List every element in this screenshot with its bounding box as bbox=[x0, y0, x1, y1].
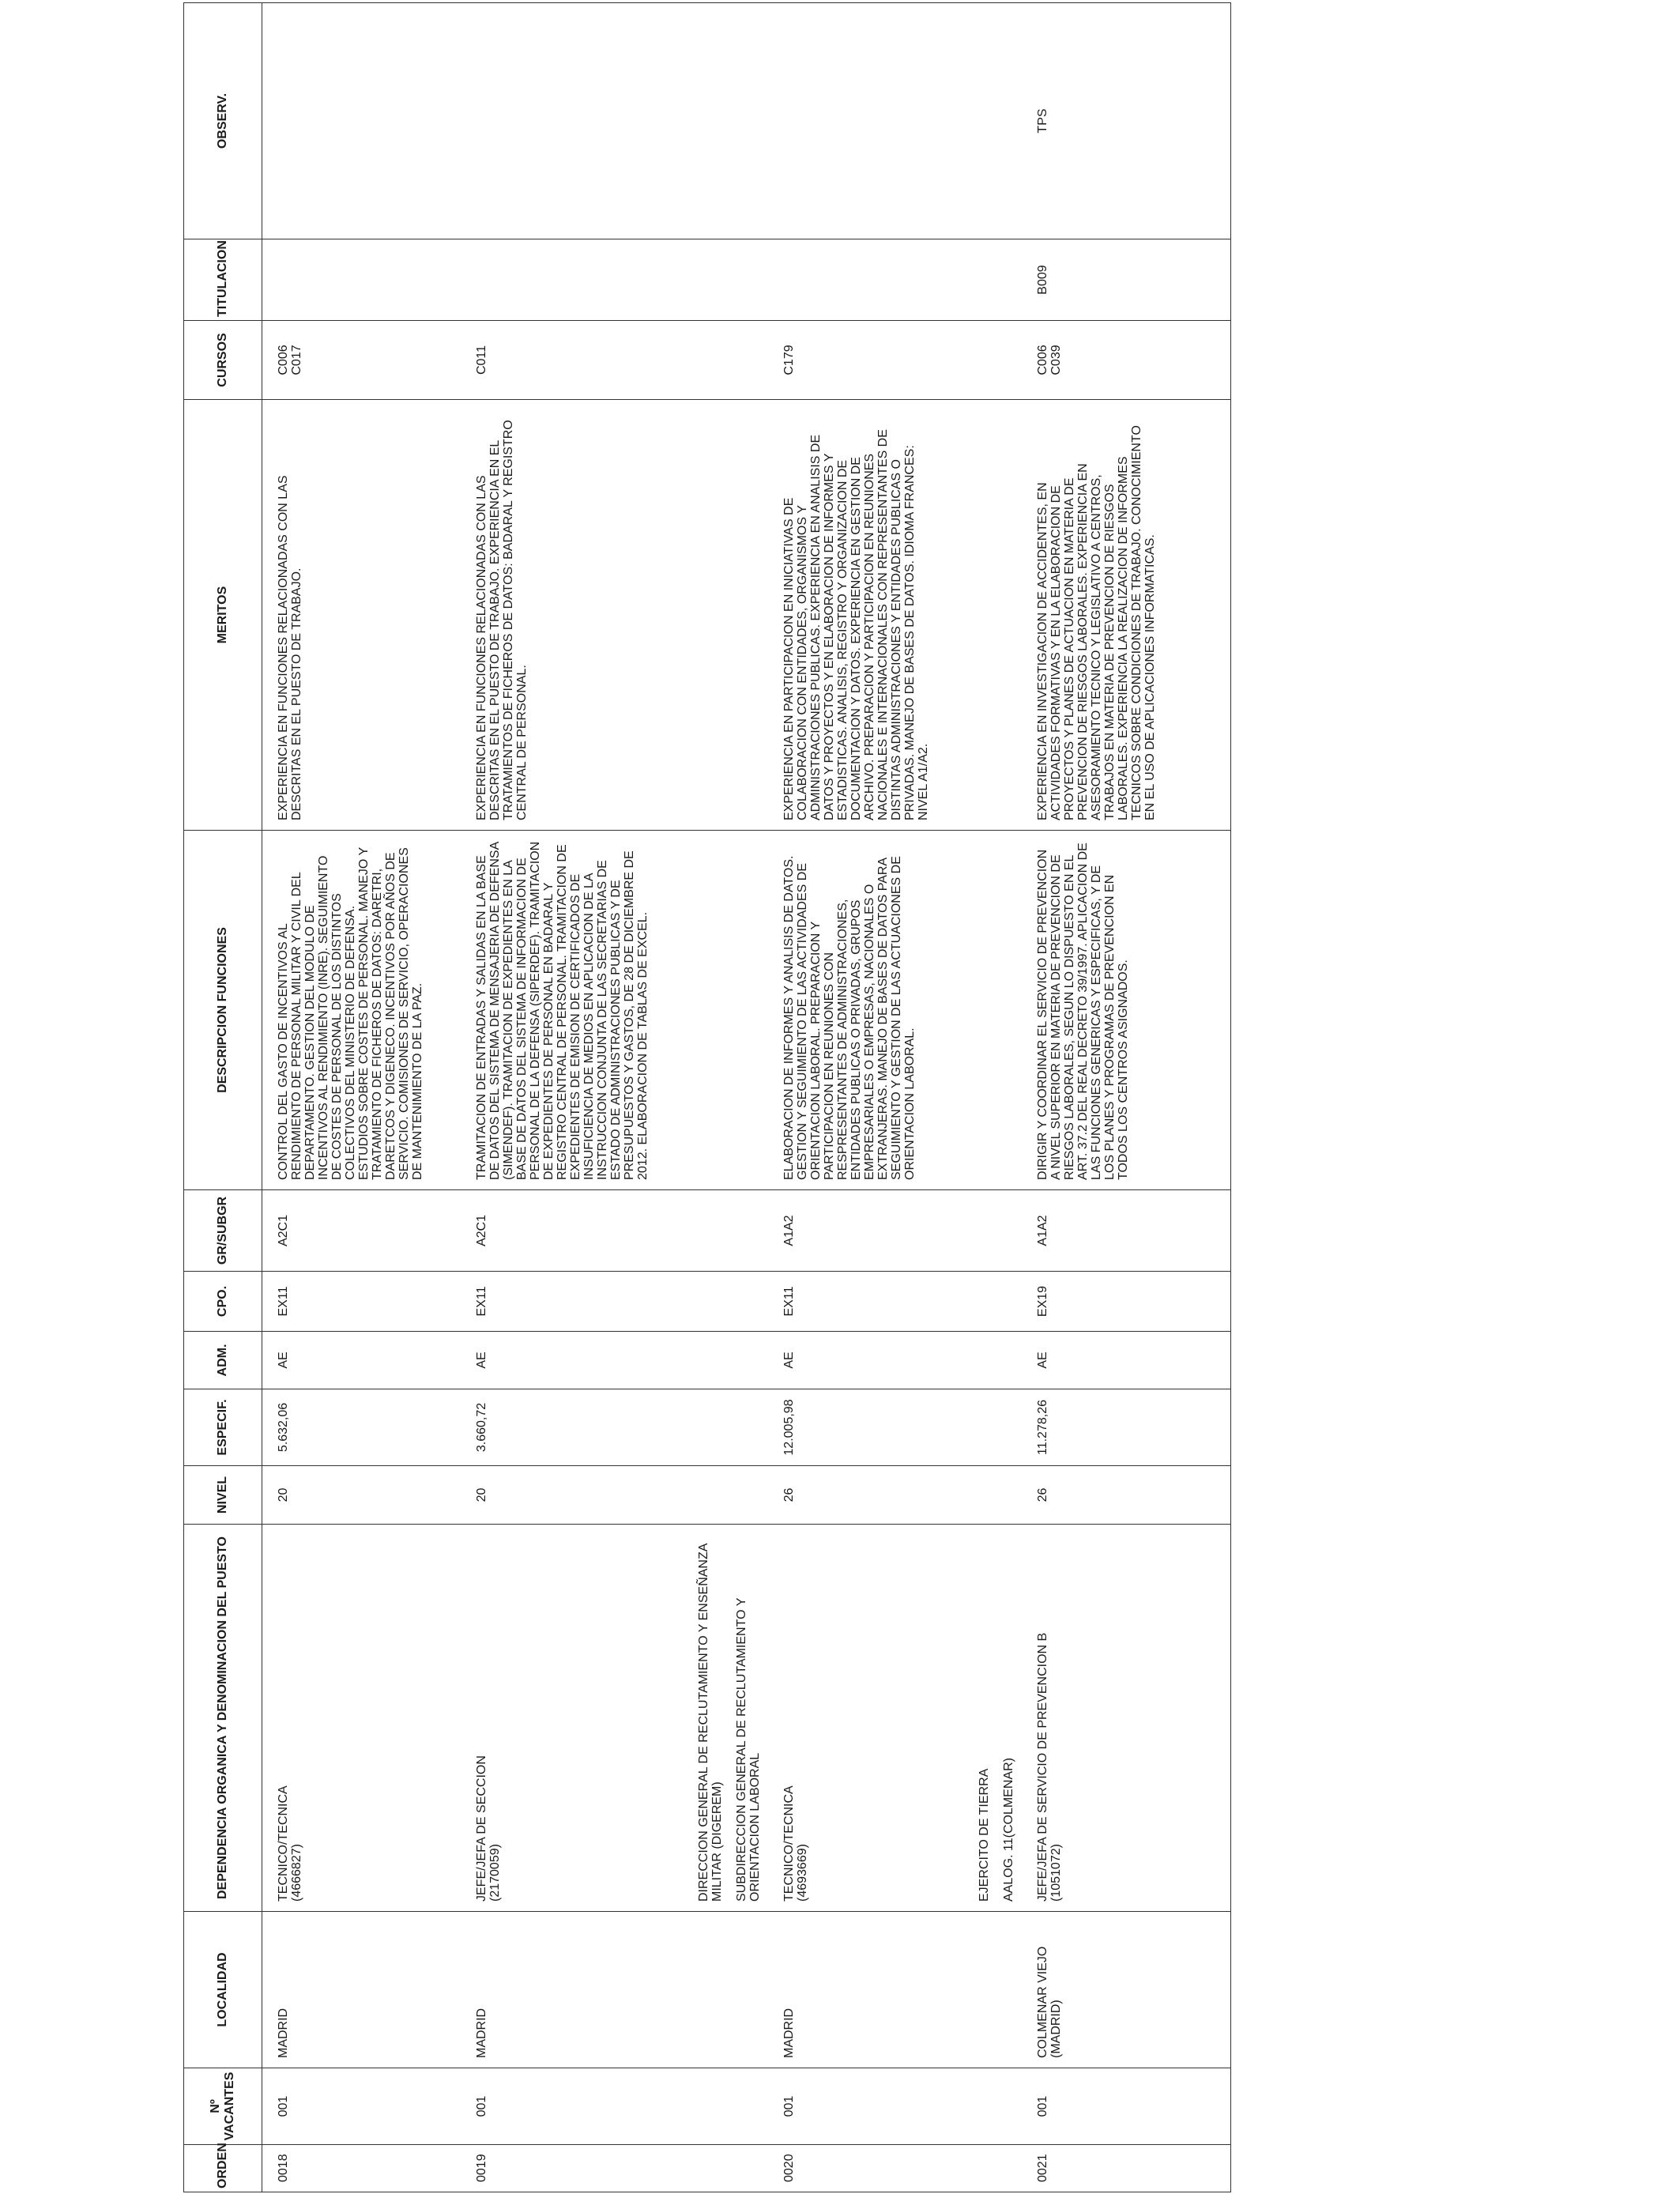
cell-cursos bbox=[461, 321, 686, 400]
cell-descripcion: CONTROL DEL GASTO DE INCENTIVOS AL RENDIMIENTO DE PERSONAL MILITAR Y CIVIL DEL DEPARTAMENTO. GESTION DEL MODULO DE INCENTIVOS AL RENDIMIENTO (INRE). SEGUIMIENTO DE COSTES DE PERSONAL DE LOS DISTINTOS COLECTIVOS DEL MINISTERIO DE DEFENSA. ESTUDIOS SOBRE COSTES DE PERSONAL. MANEJO Y TRATAMIENTO DE FICHEROS DE DATOS: DARETRI, DARETCOS Y DIGENECO. INCENTIVOS POR AÑOS DE SERVICIO. COMISIONES DE SERVICIO, OPERACIONES DE MANTENIMIENTO DE LA PAZ. bbox=[262, 831, 461, 1190]
puesto-name: JEFE/JEFA DE SERVICIO DE PREVENCION B bbox=[1036, 1632, 1049, 1902]
cell-meritos: EXPERIENCIA EN FUNCIONES RELACIONADAS CON LAS DESCRITAS EN EL PUESTO DE TRABAJO. EXPERIENCIA EN EL TRATAMIENTOS DE FICHEROS DE DATOS: BADARAL Y REGISTRO CENTRAL DE PERSONAL. bbox=[461, 400, 686, 831]
cell-titulacion bbox=[768, 239, 966, 321]
puesto-code: (2170059) bbox=[488, 1844, 502, 1902]
cell-especif: 12.005,98 bbox=[768, 1389, 966, 1466]
cell-cpo: EX11 bbox=[262, 1272, 461, 1332]
cell-vacantes: 001 bbox=[1022, 2068, 1231, 2145]
cell-localidad: MADRID bbox=[768, 1912, 966, 2068]
cell-puesto bbox=[1022, 1525, 1231, 1912]
cell-orden: 0020 bbox=[768, 2145, 966, 2192]
cell-org bbox=[966, 1525, 1022, 1912]
curso-code: C006 bbox=[277, 345, 290, 375]
org-direccion: DIRECCION GENERAL DE RECLUTAMIENTO Y ENSEÑANZA MILITAR (DIGEREM) bbox=[697, 1544, 724, 1902]
cell-nivel: 20 bbox=[262, 1466, 461, 1525]
header-nivel: NIVEL bbox=[184, 1466, 262, 1525]
curso-code: C039 bbox=[1049, 345, 1063, 375]
curso-code: C006 bbox=[1036, 345, 1049, 375]
puesto-code: (4666827) bbox=[290, 1844, 303, 1902]
cell-cursos bbox=[768, 321, 966, 400]
cell-nivel: 20 bbox=[461, 1466, 686, 1525]
cell-grsubgr: A1A2 bbox=[768, 1190, 966, 1272]
cell-nivel: 26 bbox=[1022, 1466, 1231, 1525]
cell-orden: 0019 bbox=[461, 2145, 686, 2192]
cell-adm: AE bbox=[768, 1332, 966, 1389]
cell-cpo: EX19 bbox=[1022, 1272, 1231, 1332]
cell-grsubgr: A1A2 bbox=[1022, 1190, 1231, 1272]
cell-descripcion: ELABORACION DE INFORMES Y ANALISIS DE DATOS. GESTION Y SEGUIMIENTO DE LAS ACTIVIDADES DE ORIENTACION LABORAL. PREPARACION Y PARTICIPACION EN REUNIONES CON RESPRESENTANTES DE ADMINISTRACIONES, ENTIDADES PUBLICAS O PRIVADAS, GRUPOS EMPRESARIALES O EMPRESAS, NACIONALES O EXTRANJERAS. MANEJO DE BASES DE DATOS PARA SEGUIMIENTO Y GESTION DE LAS ACTUACIONES DE ORIENTACION LABORAL. bbox=[768, 831, 966, 1190]
header-especif: ESPECIF. bbox=[184, 1389, 262, 1466]
header-adm: ADM. bbox=[184, 1332, 262, 1389]
org-ejercito: EJERCITO DE TIERRA bbox=[977, 1768, 991, 1902]
header-orden: ORDEN bbox=[184, 2145, 262, 2192]
header-descripcion: DESCRIPCION FUNCIONES bbox=[184, 831, 262, 1190]
cell-observ bbox=[262, 3, 461, 239]
cell-grsubgr: A2C1 bbox=[461, 1190, 686, 1272]
cell-especif: 5.632,06 bbox=[262, 1389, 461, 1466]
cell-vacantes: 001 bbox=[461, 2068, 686, 2145]
org-subdireccion: SUBDIRECCION GENERAL DE RECLUTAMIENTO Y ORIENTACION LABORAL bbox=[735, 1597, 762, 1902]
puesto-name: JEFE/JEFA DE SECCION bbox=[475, 1755, 488, 1902]
cell-observ bbox=[768, 3, 966, 239]
cell-localidad: MADRID bbox=[262, 1912, 461, 2068]
cell-adm: AE bbox=[461, 1332, 686, 1389]
cell-orden: 0021 bbox=[1022, 2145, 1231, 2192]
cell-adm: AE bbox=[1022, 1332, 1231, 1389]
cell-meritos: EXPERIENCIA EN INVESTIGACION DE ACCIDENTES, EN ACTIVIDADES FORMATIVAS Y EN LA ELABORACION DE PROYECTOS Y PLANES DE ACTUACION EN MATERIA DE PREVENCION DE RIESGOS LABORALES. EXPERIENCIA EN ASESORAMIENTO TECNICO Y LEGISLATIVO A CENTROS, TRABAJOS EN MATERIA DE PREVENCION DE RIESGOS LABORALES. EXPERIENCIA LA REALIZACION DE INFORMES TECNICOS SOBRE CONDICIONES DE TRABAJO. CONOCIMIENTO EN EL USO DE APLICACIONES INFORMATICAS. bbox=[1022, 400, 1231, 831]
curso-code: C179 bbox=[782, 345, 796, 375]
table-row bbox=[1022, 3, 1231, 2192]
header-meritos: MERITOS bbox=[184, 400, 262, 831]
puesto-code: (1051072) bbox=[1049, 1844, 1063, 1902]
cell-vacantes: 001 bbox=[768, 2068, 966, 2145]
cell-titulacion bbox=[461, 239, 686, 321]
cell-org bbox=[686, 1525, 768, 1912]
table-row bbox=[262, 3, 461, 2192]
cell-titulacion: B009 bbox=[1022, 239, 1231, 321]
org-heading-row bbox=[966, 3, 1022, 2192]
header-localidad: LOCALIDAD bbox=[184, 1912, 262, 2068]
cell-localidad: MADRID bbox=[461, 1912, 686, 2068]
cell-nivel: 26 bbox=[768, 1466, 966, 1525]
header-dependencia: DEPENDENCIA ORGANICA Y DENOMINACION DEL PUESTO bbox=[184, 1525, 262, 1912]
header-vacantes: Nº VACANTES bbox=[184, 2068, 262, 2145]
cell-descripcion: TRAMITACION DE ENTRADAS Y SALIDAS EN LA BASE DE DATOS DEL SISTEMA DE MENSAJERIA DE DEFENSA (SIMENDEF). TRAMITACION DE EXPEDIENTES EN LA BASE DE DATOS DEL SISTEMA DE INFORMACION DE PERSONAL DE LA DEFENSA (SIPERDEF). TRAMITACION DE EXPEDIENTES DE PERSONAL EN BADARAL Y REGISTRO CENTRAL DE PERSONAL. TRAMITACION DE EXPEDIENTES DE EMISION DE CERTIFICADOS DE INSUFICIENCIA DE MEDIOS EN APLICACION DE LA INSTRUCCION CONJUNTA DE LAS SECRETARIAS DE ESTADO DE ADMINISTRACIONES PUBLICAS Y DE PRESUPUESTOS Y GASTOS, DE 28 DE DICIEMBRE DE 2012. ELABORACION DE TABLAS DE EXCEL. bbox=[461, 831, 686, 1190]
header-row bbox=[184, 3, 262, 2192]
cell-puesto bbox=[262, 1525, 461, 1912]
cell-cursos bbox=[1022, 321, 1231, 400]
curso-code: C011 bbox=[475, 345, 488, 375]
cell-cpo: EX11 bbox=[461, 1272, 686, 1332]
cell-meritos: EXPERIENCIA EN PARTICIPACION EN INICIATIVAS DE COLABORACION CON ENTIDADES, ORGANISMOS Y ADMINISTRACIONES PUBLICAS. EXPERIENCIA EN ANALISIS DE DATOS Y PROYECTOS Y EN ELABORACION DE INFORMES Y ESTADISTICAS. ANALISIS, REGISTRO Y ORGANIZACION DE DOCUMENTACION Y DATOS. EXPERIENCIA EN GESTION DE ARCHIVO. PREPARACION Y PARTICIPACION EN REUNIONES NACIONALES E INTERNACIONALES CON REPRESENTANTES DE DISTINTAS ADMINISTRACIONES Y ENTIDADES PUBLICAS O PRIVADAS. MANEJO DE BASES DE DATOS. IDIOMA FRANCES: NIVEL A1/A2. bbox=[768, 400, 966, 831]
header-titulacion: TITULACION bbox=[184, 239, 262, 321]
puesto-name: TECNICO/TECNICA bbox=[277, 1785, 290, 1902]
cell-localidad: COLMENAR VIEJO (MADRID) bbox=[1022, 1912, 1231, 2068]
cell-orden: 0018 bbox=[262, 2145, 461, 2192]
header-cursos: CURSOS bbox=[184, 321, 262, 400]
cell-especif: 3.660,72 bbox=[461, 1389, 686, 1466]
cell-grsubgr: A2C1 bbox=[262, 1190, 461, 1272]
table-row bbox=[461, 3, 686, 2192]
cell-puesto bbox=[461, 1525, 686, 1912]
puesto-code: (4693669) bbox=[796, 1844, 809, 1902]
header-observ: OBSERV. bbox=[184, 3, 262, 239]
cell-titulacion bbox=[262, 239, 461, 321]
cell-puesto bbox=[768, 1525, 966, 1912]
curso-code: C017 bbox=[290, 345, 303, 375]
puesto-name: TECNICO/TECNICA bbox=[782, 1785, 796, 1902]
cell-cpo: EX11 bbox=[768, 1272, 966, 1332]
cell-descripcion: DIRIGIR Y COORDINAR EL SERVICIO DE PREVENCION A NIVEL SUPERIOR EN MATERIA DE PREVENCION DE RIESGOS LABORALES, SEGUN LO DISPUESTO EN EL ART. 37.2 DEL REAL DECRETO 39/1997. APLICACION DE LAS FUNCIONES GENERICAS Y ESPECIFICAS, Y DE LOS PLANES Y PROGRAMAS DE PREVENCION EN TODOS LOS CENTROS ASIGNADOS. bbox=[1022, 831, 1231, 1190]
cell-cursos bbox=[262, 321, 461, 400]
cell-observ bbox=[461, 3, 686, 239]
cell-adm: AE bbox=[262, 1332, 461, 1389]
cell-observ: TPS bbox=[1022, 3, 1231, 239]
org-unidad: AALOG. 11(COLMENAR) bbox=[1002, 1758, 1015, 1902]
cell-especif: 11.278,26 bbox=[1022, 1389, 1231, 1466]
table-row bbox=[768, 3, 966, 2192]
org-heading-row bbox=[686, 3, 768, 2192]
vacancies-table bbox=[183, 2, 1231, 2192]
header-cpo: CPO. bbox=[184, 1272, 262, 1332]
cell-vacantes: 001 bbox=[262, 2068, 461, 2145]
rotated-page bbox=[183, 3, 1503, 2192]
header-grsubgr: GR/SUBGR bbox=[184, 1190, 262, 1272]
cell-meritos: EXPERIENCIA EN FUNCIONES RELACIONADAS CON LAS DESCRITAS EN EL PUESTO DE TRABAJO. bbox=[262, 400, 461, 831]
